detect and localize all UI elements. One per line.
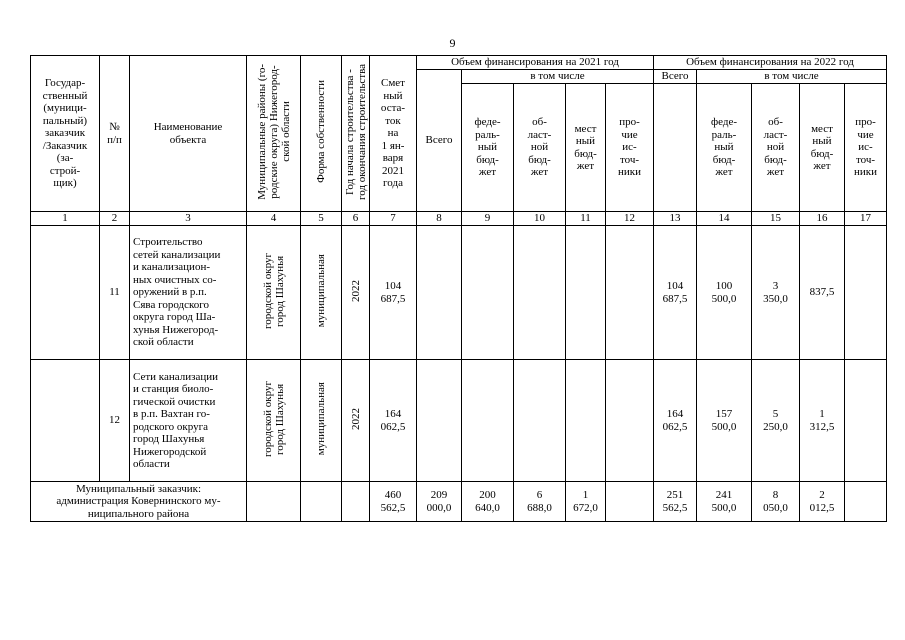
row-other-2021 bbox=[606, 226, 654, 360]
row-balance: 104 687,5 bbox=[370, 226, 417, 360]
col-number: 1 bbox=[31, 212, 100, 226]
summary-total-2022: 251 562,5 bbox=[654, 482, 697, 522]
financing-table bbox=[30, 55, 887, 522]
row-other-2021 bbox=[606, 360, 654, 482]
row-regional-2021 bbox=[514, 226, 566, 360]
page-number: 9 bbox=[449, 36, 456, 50]
row-local-2021 bbox=[566, 360, 606, 482]
header-other-2021: про- чие ис- точ- ники bbox=[606, 84, 654, 212]
header-federal-2021: феде- раль- ный бюд- жет bbox=[462, 84, 514, 212]
col-number: 7 bbox=[370, 212, 417, 226]
row-year: 2022 bbox=[342, 360, 370, 482]
col-number: 2 bbox=[100, 212, 130, 226]
summary-year bbox=[342, 482, 370, 522]
summary-label: Муниципальный заказчик: администрация Ковернинского му- ниципального района bbox=[31, 482, 247, 522]
row-federal-2021 bbox=[462, 360, 514, 482]
col-number: 9 bbox=[462, 212, 514, 226]
row-balance: 164 062,5 bbox=[370, 360, 417, 482]
header-number: № п/п bbox=[100, 56, 130, 212]
summary-local-2021: 1 672,0 bbox=[566, 482, 606, 522]
header-ownership: Форма собственности bbox=[301, 56, 342, 212]
col-number: 13 bbox=[654, 212, 697, 226]
row-federal-2022: 100 500,0 bbox=[697, 226, 752, 360]
header-balance: Смет ный оста- ток на 1 ян- варя 2021 года bbox=[370, 56, 417, 212]
row-ownership: муниципальная bbox=[301, 226, 342, 360]
summary-other-2022 bbox=[845, 482, 887, 522]
col-number: 3 bbox=[130, 212, 247, 226]
header-total-2022: Всего bbox=[654, 70, 697, 84]
header-federal-2022: феде- раль- ный бюд- жет bbox=[697, 84, 752, 212]
summary-balance: 460 562,5 bbox=[370, 482, 417, 522]
summary-regional-2021: 6 688,0 bbox=[514, 482, 566, 522]
row-total-2022: 164 062,5 bbox=[654, 360, 697, 482]
header-incl-2021: в том числе bbox=[462, 70, 654, 84]
row-total-2021 bbox=[417, 226, 462, 360]
col-number: 11 bbox=[566, 212, 606, 226]
header-financing-2021: Объем финансирования на 2021 год bbox=[417, 56, 654, 70]
header-financing-2022: Объем финансирования на 2022 год bbox=[654, 56, 887, 70]
col-number: 4 bbox=[247, 212, 301, 226]
col-number: 8 bbox=[417, 212, 462, 226]
summary-regional-2022: 8 050,0 bbox=[752, 482, 800, 522]
row-local-2022: 1 312,5 bbox=[800, 360, 845, 482]
header-other-2022: про- чие ис- точ- ники bbox=[845, 84, 887, 212]
row-regional-2022: 5 250,0 bbox=[752, 360, 800, 482]
header-years: Год начала строительства - год окончания строительства bbox=[342, 56, 370, 212]
header-object-name: Наименование объекта bbox=[130, 56, 247, 212]
col-number: 5 bbox=[301, 212, 342, 226]
row-local-2021 bbox=[566, 226, 606, 360]
row-ownership: муниципальная bbox=[301, 360, 342, 482]
header-total-2022-blank bbox=[654, 84, 697, 212]
row-federal-2022: 157 500,0 bbox=[697, 360, 752, 482]
row-customer bbox=[31, 360, 100, 482]
summary-federal-2022: 241 500,0 bbox=[697, 482, 752, 522]
row-district: городской округ город Шахунья bbox=[247, 226, 301, 360]
table-row bbox=[31, 226, 887, 360]
header-local-2021: мест ный бюд- жет bbox=[566, 84, 606, 212]
col-number: 6 bbox=[342, 212, 370, 226]
row-local-2022: 837,5 bbox=[800, 226, 845, 360]
row-regional-2022: 3 350,0 bbox=[752, 226, 800, 360]
col-number: 10 bbox=[514, 212, 566, 226]
header-regional-2022: об- ласт- ной бюд- жет bbox=[752, 84, 800, 212]
summary-federal-2021: 200 640,0 bbox=[462, 482, 514, 522]
row-total-2022: 104 687,5 bbox=[654, 226, 697, 360]
header-incl-2022: в том числе bbox=[697, 70, 887, 84]
row-other-2022 bbox=[845, 360, 887, 482]
row-federal-2021 bbox=[462, 226, 514, 360]
header-total-2021: Всего bbox=[417, 70, 462, 212]
row-customer bbox=[31, 226, 100, 360]
header-district: Муниципальные районы (го- родские округа) Нижегород- ской области bbox=[247, 56, 301, 212]
summary-row bbox=[31, 482, 887, 522]
col-number: 14 bbox=[697, 212, 752, 226]
summary-ownership bbox=[301, 482, 342, 522]
header-local-2022: мест ный бюд- жет bbox=[800, 84, 845, 212]
summary-other-2021 bbox=[606, 482, 654, 522]
row-total-2021 bbox=[417, 360, 462, 482]
row-year: 2022 bbox=[342, 226, 370, 360]
col-number: 16 bbox=[800, 212, 845, 226]
header-regional-2021: об- ласт- ной бюд- жет bbox=[514, 84, 566, 212]
row-object-name: Строительство сетей канализации и канализацион- ных очистных со- оружений в р.п. Сява городского округа город Ша- хунья Нижегород- ской области bbox=[130, 226, 247, 360]
table-row bbox=[31, 360, 887, 482]
header-row-1 bbox=[31, 56, 887, 70]
row-number: 12 bbox=[100, 360, 130, 482]
row-regional-2021 bbox=[514, 360, 566, 482]
header-customer: Государ- ственный (муници- пальный) заказчик /Заказчик (за- строй- щик) bbox=[31, 56, 100, 212]
row-object-name: Сети канализации и станция биоло- гической очистки в р.п. Вахтан го- родского округа город Шахунья Нижегородской области bbox=[130, 360, 247, 482]
summary-district bbox=[247, 482, 301, 522]
col-number: 15 bbox=[752, 212, 800, 226]
summary-total-2021: 209 000,0 bbox=[417, 482, 462, 522]
col-number: 17 bbox=[845, 212, 887, 226]
column-numbers-row bbox=[31, 212, 887, 226]
row-number: 11 bbox=[100, 226, 130, 360]
row-other-2022 bbox=[845, 226, 887, 360]
col-number: 12 bbox=[606, 212, 654, 226]
row-district: городской округ город Шахунья bbox=[247, 360, 301, 482]
summary-local-2022: 2 012,5 bbox=[800, 482, 845, 522]
